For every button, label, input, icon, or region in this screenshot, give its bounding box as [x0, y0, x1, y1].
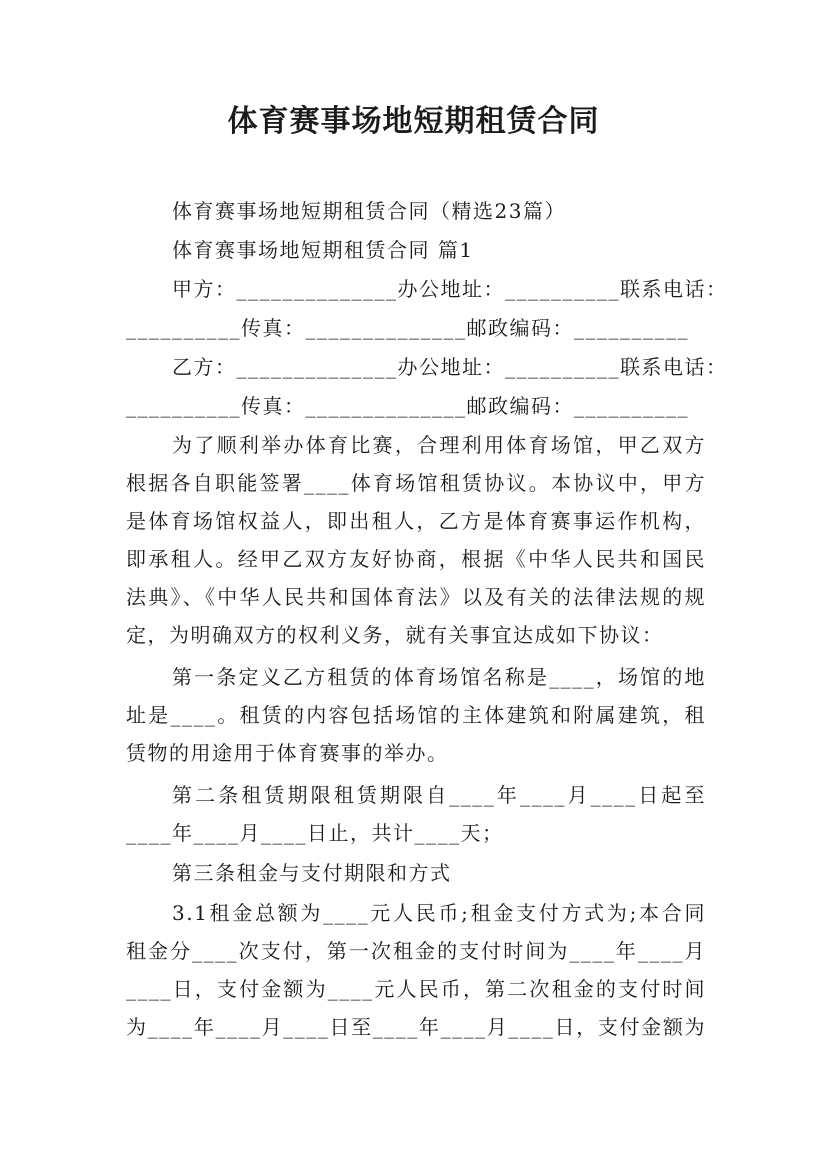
article-two-line: 第二条租赁期限租赁期限自____年____月____日起至 [172, 783, 706, 807]
section-heading: 体育赛事场地短期租赁合同 篇1 [172, 238, 474, 262]
subtitle-line: 体育赛事场地短期租赁合同（精选23篇） [172, 199, 566, 223]
article-one-line: 赁物的用途用于体育赛事的举办。 [126, 741, 449, 765]
paragraph-line: 是体育场馆权益人，即出租人，乙方是体育赛事运作机构， [126, 509, 706, 533]
clause-3-1-line: 为____年____月____日至____年____月____日，支付金额为 [126, 1015, 706, 1039]
paragraph-line: 根据各自职能签署____体育场馆租赁协议。本协议中，甲方 [126, 471, 706, 495]
clause-3-1-line: 3.1租金总额为____元人民币;租金支付方式为;本合同 [172, 901, 706, 925]
document-title: 体育赛事场地短期租赁合同 [227, 104, 600, 139]
clause-3-1-line: 租金分____次支付，第一次租金的支付时间为____年____月 [126, 939, 706, 963]
party-a-line-cont: __________传真：______________邮政编码：__________ [126, 316, 689, 340]
party-b-line-cont: __________传真：______________邮政编码：__________ [126, 394, 689, 418]
clause-3-1-line: ____日，支付金额为____元人民币，第二次租金的支付时间 [126, 977, 706, 1001]
article-two-line: ____年____月____日止，共计____天； [126, 821, 504, 845]
paragraph-line: 为了顺利举办体育比赛，合理利用体育场馆，甲乙双方 [172, 433, 706, 457]
party-a-line: 甲方：______________办公地址：__________联系电话： [172, 277, 728, 301]
article-one-line: 址是____。租赁的内容包括场馆的主体建筑和附属建筑，租 [126, 703, 706, 727]
paragraph-line: 定，为明确双方的权利义务，就有关事宜达成如下协议： [126, 623, 664, 647]
article-one-line: 第一条定义乙方租赁的体育场馆名称是____，场馆的地 [172, 665, 706, 689]
paragraph-line: 即承租人。经甲乙双方友好协商，根据《中华人民共和国民 [126, 547, 706, 571]
paragraph-line: 法典》、《中华人民共和国体育法》以及有关的法律法规的规 [126, 585, 706, 609]
article-three-heading: 第三条租金与支付期限和方式 [172, 861, 452, 885]
party-b-line: 乙方：______________办公地址：__________联系电话： [172, 355, 728, 379]
